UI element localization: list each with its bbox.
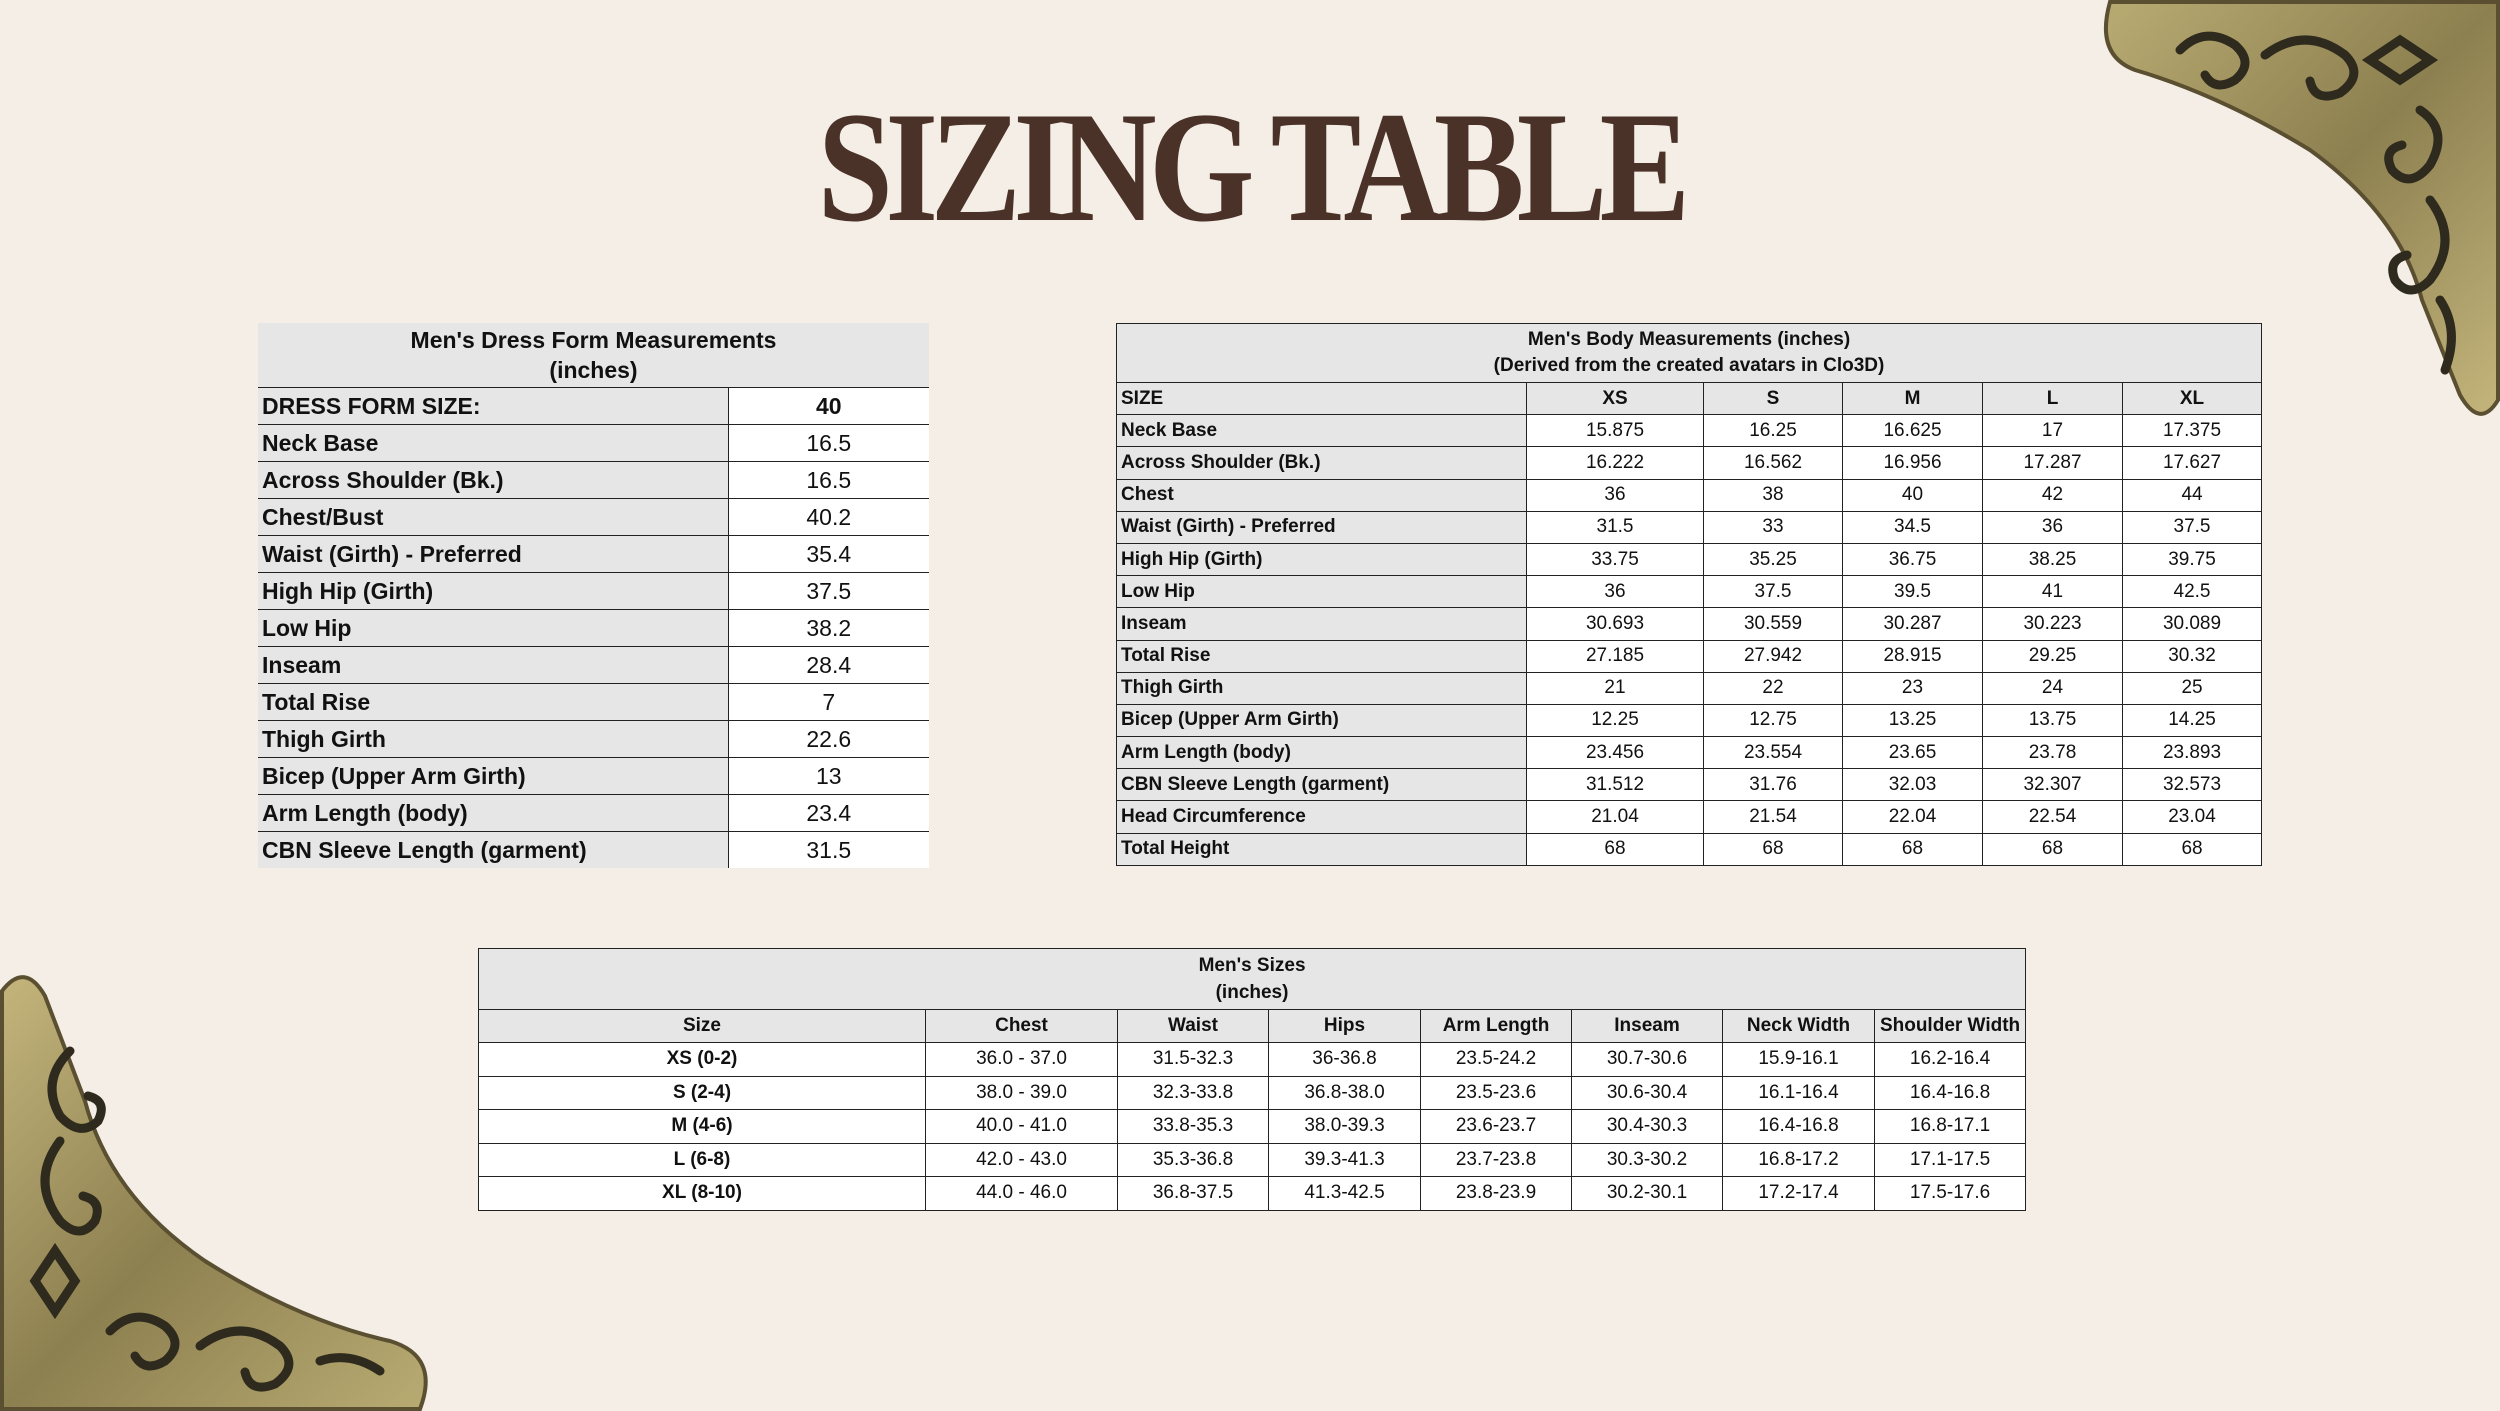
- size-value: 30.3-30.2: [1572, 1143, 1723, 1177]
- size-value: 36.8-37.5: [1118, 1177, 1269, 1211]
- measurement-value: 17: [1983, 415, 2123, 447]
- column-header: Neck Width: [1723, 1010, 1875, 1043]
- measurement-value: 16.5: [728, 462, 929, 499]
- measurement-label: Thigh Girth: [258, 721, 728, 758]
- size-column-header: L: [1983, 383, 2123, 415]
- size-value: 17.5-17.6: [1875, 1177, 2026, 1211]
- column-header: Size: [479, 1010, 926, 1043]
- table-row: [258, 536, 929, 573]
- measurement-value: 27.185: [1527, 640, 1704, 672]
- measurement-value: 40.2: [728, 499, 929, 536]
- table-row: [258, 684, 929, 721]
- measurement-label: Arm Length (body): [258, 795, 728, 832]
- measurement-value: 39.5: [1843, 576, 1983, 608]
- size-value: 23.5-24.2: [1421, 1043, 1572, 1077]
- measurement-value: 23.04: [2123, 801, 2262, 833]
- body-measurements-table: [1116, 323, 2262, 866]
- table-row: [1117, 769, 2262, 801]
- measurement-value: 36.75: [1843, 543, 1983, 575]
- table-row: [1117, 737, 2262, 769]
- size-column-header: XS: [1527, 383, 1704, 415]
- measurement-value: 29.25: [1983, 640, 2123, 672]
- measurement-label: Low Hip: [258, 610, 728, 647]
- table-row: [258, 647, 929, 684]
- measurement-value: 36: [1527, 576, 1704, 608]
- measurement-label: Total Rise: [258, 684, 728, 721]
- size-value: 40.0 - 41.0: [926, 1110, 1118, 1144]
- size-value: 38.0 - 39.0: [926, 1076, 1118, 1110]
- measurement-value: 32.307: [1983, 769, 2123, 801]
- table-row: [1117, 704, 2262, 736]
- measurement-label: Bicep (Upper Arm Girth): [1117, 704, 1527, 736]
- measurement-value: 68: [1527, 833, 1704, 865]
- measurement-label: Across Shoulder (Bk.): [1117, 447, 1527, 479]
- size-value: 38.0-39.3: [1269, 1110, 1421, 1144]
- size-value: 31.5-32.3: [1118, 1043, 1269, 1077]
- measurement-value: 17.287: [1983, 447, 2123, 479]
- measurement-value: 21: [1527, 672, 1704, 704]
- measurement-value: 42.5: [2123, 576, 2262, 608]
- table-row: [258, 610, 929, 647]
- measurement-label: Waist (Girth) - Preferred: [258, 536, 728, 573]
- measurement-value: 39.75: [2123, 543, 2262, 575]
- measurement-value: 16.5: [728, 425, 929, 462]
- measurement-value: 37.5: [728, 573, 929, 610]
- measurement-value: 23: [1843, 672, 1983, 704]
- measurement-value: 16.625: [1843, 415, 1983, 447]
- measurement-value: 12.75: [1704, 704, 1843, 736]
- measurement-value: 23.4: [728, 795, 929, 832]
- measurement-value: 23.78: [1983, 737, 2123, 769]
- measurement-value: 23.456: [1527, 737, 1704, 769]
- measurement-value: 41: [1983, 576, 2123, 608]
- size-value: 32.3-33.8: [1118, 1076, 1269, 1110]
- table-row: [1117, 543, 2262, 575]
- measurement-value: 16.562: [1704, 447, 1843, 479]
- measurement-label: Low Hip: [1117, 576, 1527, 608]
- size-value: 23.7-23.8: [1421, 1143, 1572, 1177]
- measurement-value: 35.25: [1704, 543, 1843, 575]
- size-value: 15.9-16.1: [1723, 1043, 1875, 1077]
- measurement-value: 30.089: [2123, 608, 2262, 640]
- size-value: 33.8-35.3: [1118, 1110, 1269, 1144]
- measurement-value: 31.5: [1527, 511, 1704, 543]
- measurement-label: Across Shoulder (Bk.): [258, 462, 728, 499]
- mens-sizes-table: [478, 948, 2026, 1211]
- measurement-label: Head Circumference: [1117, 801, 1527, 833]
- size-value: 30.4-30.3: [1572, 1110, 1723, 1144]
- measurement-value: 36: [1527, 479, 1704, 511]
- column-header: Hips: [1269, 1010, 1421, 1043]
- column-header: Arm Length: [1421, 1010, 1572, 1043]
- size-value: 44.0 - 46.0: [926, 1177, 1118, 1211]
- size-value: 16.1-16.4: [1723, 1076, 1875, 1110]
- measurement-value: 34.5: [1843, 511, 1983, 543]
- measurement-label: Neck Base: [1117, 415, 1527, 447]
- measurement-value: 32.573: [2123, 769, 2262, 801]
- measurement-value: 16.222: [1527, 447, 1704, 479]
- size-column-header: S: [1704, 383, 1843, 415]
- size-value: 16.8-17.1: [1875, 1110, 2026, 1144]
- table-row: [1117, 479, 2262, 511]
- table-row: [479, 1076, 2026, 1110]
- size-value: 36-36.8: [1269, 1043, 1421, 1077]
- page-title: SIZING TABLE: [817, 80, 1683, 255]
- body-measurements-table-title: Men's Body Measurements (inches) (Derived from the created avatars in Clo3D): [1117, 324, 2262, 383]
- size-column-header: XL: [2123, 383, 2262, 415]
- mens-sizes-column-headers: [479, 1010, 2026, 1043]
- measurement-value: 28.4: [728, 647, 929, 684]
- size-label: XS (0-2): [479, 1043, 926, 1077]
- dress-form-size-label: DRESS FORM SIZE:: [258, 388, 728, 425]
- table-row: [479, 1043, 2026, 1077]
- measurement-label: Inseam: [258, 647, 728, 684]
- measurement-value: 68: [1983, 833, 2123, 865]
- measurement-value: 31.512: [1527, 769, 1704, 801]
- measurement-value: 68: [2123, 833, 2262, 865]
- size-label: L (6-8): [479, 1143, 926, 1177]
- measurement-label: CBN Sleeve Length (garment): [1117, 769, 1527, 801]
- size-value: 16.2-16.4: [1875, 1043, 2026, 1077]
- measurement-value: 30.693: [1527, 608, 1704, 640]
- measurement-value: 16.25: [1704, 415, 1843, 447]
- measurement-value: 33: [1704, 511, 1843, 543]
- table-row: [258, 425, 929, 462]
- measurement-value: 68: [1704, 833, 1843, 865]
- table-row: [1117, 833, 2262, 865]
- measurement-value: 14.25: [2123, 704, 2262, 736]
- size-value: 23.5-23.6: [1421, 1076, 1572, 1110]
- measurement-label: Waist (Girth) - Preferred: [1117, 511, 1527, 543]
- measurement-label: Chest: [1117, 479, 1527, 511]
- table-row: [1117, 511, 2262, 543]
- measurement-value: 7: [728, 684, 929, 721]
- measurement-label: Inseam: [1117, 608, 1527, 640]
- body-size-header-row: [1117, 383, 2262, 415]
- measurement-value: 31.5: [728, 832, 929, 869]
- measurement-label: Chest/Bust: [258, 499, 728, 536]
- table-row: [479, 1143, 2026, 1177]
- measurement-value: 35.4: [728, 536, 929, 573]
- table-row: [1117, 447, 2262, 479]
- measurement-label: CBN Sleeve Length (garment): [258, 832, 728, 869]
- measurement-value: 21.04: [1527, 801, 1704, 833]
- size-value: 35.3-36.8: [1118, 1143, 1269, 1177]
- size-value: 30.6-30.4: [1572, 1076, 1723, 1110]
- measurement-label: Neck Base: [258, 425, 728, 462]
- table-row: [258, 795, 929, 832]
- measurement-label: High Hip (Girth): [258, 573, 728, 610]
- measurement-value: 17.375: [2123, 415, 2262, 447]
- measurement-value: 12.25: [1527, 704, 1704, 736]
- column-header: Waist: [1118, 1010, 1269, 1043]
- ornament-corner-bottom-left-icon: [0, 961, 450, 1411]
- size-value: 23.8-23.9: [1421, 1177, 1572, 1211]
- measurement-value: 68: [1843, 833, 1983, 865]
- table-row: [1117, 576, 2262, 608]
- table-row: [479, 1110, 2026, 1144]
- measurement-value: 28.915: [1843, 640, 1983, 672]
- measurement-value: 33.75: [1527, 543, 1704, 575]
- measurement-value: 13.25: [1843, 704, 1983, 736]
- measurement-label: Thigh Girth: [1117, 672, 1527, 704]
- size-value: 39.3-41.3: [1269, 1143, 1421, 1177]
- measurement-value: 32.03: [1843, 769, 1983, 801]
- size-value: 16.8-17.2: [1723, 1143, 1875, 1177]
- size-value: 17.1-17.5: [1875, 1143, 2026, 1177]
- table-row: [1117, 415, 2262, 447]
- measurement-label: Bicep (Upper Arm Girth): [258, 758, 728, 795]
- table-row: [1117, 801, 2262, 833]
- measurement-value: 24: [1983, 672, 2123, 704]
- size-label: M (4-6): [479, 1110, 926, 1144]
- size-value: 30.2-30.1: [1572, 1177, 1723, 1211]
- measurement-value: 37.5: [1704, 576, 1843, 608]
- measurement-value: 13: [728, 758, 929, 795]
- measurement-value: 36: [1983, 511, 2123, 543]
- measurement-value: 17.627: [2123, 447, 2262, 479]
- column-header: Inseam: [1572, 1010, 1723, 1043]
- size-value: 36.0 - 37.0: [926, 1043, 1118, 1077]
- measurement-value: 30.287: [1843, 608, 1983, 640]
- measurement-label: High Hip (Girth): [1117, 543, 1527, 575]
- measurement-label: Total Height: [1117, 833, 1527, 865]
- measurement-value: 42: [1983, 479, 2123, 511]
- measurement-value: 23.65: [1843, 737, 1983, 769]
- dress-form-table: [258, 323, 929, 868]
- body-size-label: SIZE: [1117, 383, 1527, 415]
- size-label: XL (8-10): [479, 1177, 926, 1211]
- size-value: 16.4-16.8: [1723, 1110, 1875, 1144]
- measurement-value: 30.223: [1983, 608, 2123, 640]
- measurement-value: 13.75: [1983, 704, 2123, 736]
- size-value: 36.8-38.0: [1269, 1076, 1421, 1110]
- dress-form-size-row: [258, 388, 929, 425]
- measurement-label: Arm Length (body): [1117, 737, 1527, 769]
- table-row: [479, 1177, 2026, 1211]
- measurement-value: 22.6: [728, 721, 929, 758]
- measurement-label: Total Rise: [1117, 640, 1527, 672]
- measurement-value: 38.25: [1983, 543, 2123, 575]
- measurement-value: 44: [2123, 479, 2262, 511]
- size-column-header: M: [1843, 383, 1983, 415]
- table-row: [258, 499, 929, 536]
- dress-form-size-value: 40: [728, 388, 929, 425]
- measurement-value: 37.5: [2123, 511, 2262, 543]
- measurement-value: 27.942: [1704, 640, 1843, 672]
- measurement-value: 22.04: [1843, 801, 1983, 833]
- column-header: Chest: [926, 1010, 1118, 1043]
- measurement-value: 22.54: [1983, 801, 2123, 833]
- measurement-value: 23.554: [1704, 737, 1843, 769]
- table-row: [1117, 608, 2262, 640]
- size-value: 42.0 - 43.0: [926, 1143, 1118, 1177]
- measurement-value: 30.559: [1704, 608, 1843, 640]
- measurement-value: 15.875: [1527, 415, 1704, 447]
- size-value: 23.6-23.7: [1421, 1110, 1572, 1144]
- measurement-value: 16.956: [1843, 447, 1983, 479]
- measurement-value: 38: [1704, 479, 1843, 511]
- mens-sizes-table-title: Men's Sizes (inches): [479, 949, 2026, 1010]
- measurement-value: 25: [2123, 672, 2262, 704]
- table-row: [1117, 640, 2262, 672]
- measurement-value: 21.54: [1704, 801, 1843, 833]
- table-row: [258, 573, 929, 610]
- table-row: [258, 462, 929, 499]
- measurement-value: 30.32: [2123, 640, 2262, 672]
- table-row: [258, 721, 929, 758]
- size-value: 16.4-16.8: [1875, 1076, 2026, 1110]
- size-value: 17.2-17.4: [1723, 1177, 1875, 1211]
- size-value: 30.7-30.6: [1572, 1043, 1723, 1077]
- dress-form-table-title: Men's Dress Form Measurements (inches): [258, 323, 929, 388]
- measurement-value: 23.893: [2123, 737, 2262, 769]
- table-row: [258, 758, 929, 795]
- column-header: Shoulder Width: [1875, 1010, 2026, 1043]
- measurement-value: 38.2: [728, 610, 929, 647]
- table-row: [258, 832, 929, 869]
- measurement-value: 31.76: [1704, 769, 1843, 801]
- measurement-value: 22: [1704, 672, 1843, 704]
- table-row: [1117, 672, 2262, 704]
- measurement-value: 40: [1843, 479, 1983, 511]
- size-value: 41.3-42.5: [1269, 1177, 1421, 1211]
- size-label: S (2-4): [479, 1076, 926, 1110]
